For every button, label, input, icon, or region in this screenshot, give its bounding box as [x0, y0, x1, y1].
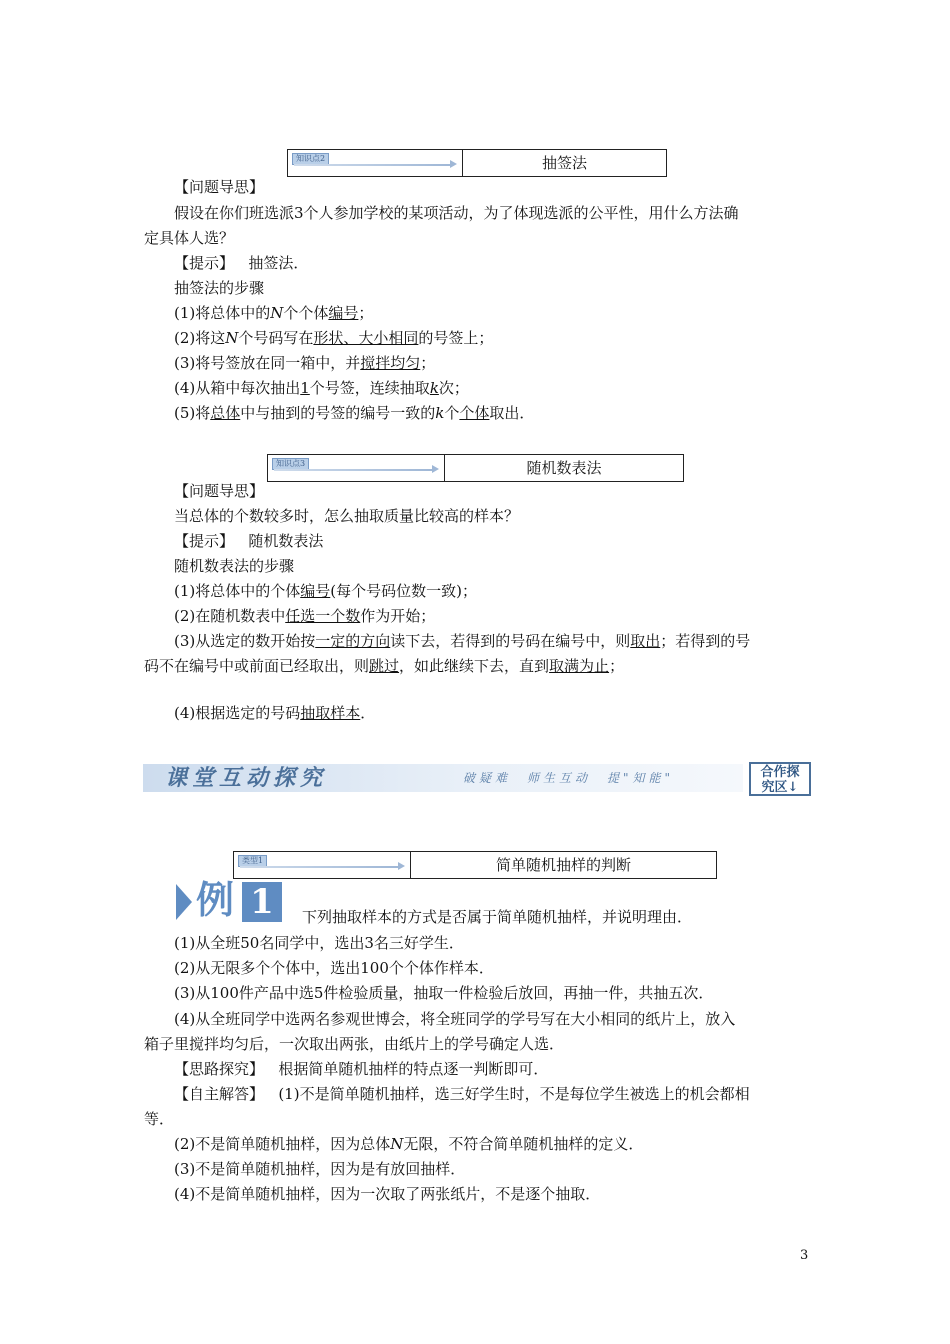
section-header-tag-area — [234, 852, 411, 878]
section-header-judgement — [233, 851, 717, 879]
section-title: 抽签法 — [541, 154, 587, 172]
knowledge-point-tag: 知识点2 — [292, 153, 329, 165]
step-text: (5)将 — [174, 404, 211, 422]
step-text: 个个体 — [283, 304, 329, 322]
step-text: (每个号码位数一致)； — [330, 582, 477, 600]
section-header-tag-area — [288, 150, 463, 176]
step-blank: k — [429, 379, 439, 397]
step-text: 取出． — [489, 404, 535, 422]
step-var: N — [225, 329, 239, 347]
step-text: ． — [360, 704, 376, 722]
step-text: 个号码写在 — [238, 329, 314, 347]
answer-line1 — [174, 1083, 750, 1105]
question-text-line2: 定具体人选？ — [144, 229, 235, 247]
steps-title: 随机数表法的步骤 — [174, 557, 295, 575]
example-badge — [176, 877, 288, 924]
triangle-marker-icon — [176, 884, 192, 920]
problem-4-line1: (4)从全班同学中选两名参观世博会，将全班同学的学号写在大小相同的纸片上，放入 — [174, 1010, 736, 1028]
step-var: N — [270, 304, 284, 322]
section-header-random-table — [267, 454, 684, 482]
step-3-line1 — [174, 630, 750, 652]
step-text: ； — [358, 304, 374, 322]
step-text: 个 — [444, 404, 460, 422]
question-text-line1: 假设在你们班选派3个人参加学校的某项活动，为了体现选派的公平性，用什么方法确 — [174, 204, 739, 222]
answer-line1-cont: 等． — [144, 1110, 175, 1128]
arrow-line-icon — [240, 866, 400, 868]
step-2 — [174, 327, 493, 349]
step-text: (3)从选定的数开始按 — [174, 632, 316, 650]
hint-label: 【提示】 — [174, 254, 235, 272]
banner-subtitle: 破疑难 师生互动 提"知能" — [463, 771, 675, 785]
banner-side-line2: 究区↓ — [761, 780, 799, 795]
answer-label: 【自主解答】 — [174, 1085, 265, 1103]
section-title: 简单随机抽样的判断 — [495, 856, 631, 874]
step-text: (1)将总体中的 — [174, 304, 271, 322]
section-header-lottery — [287, 149, 667, 177]
answer-text: 无限，不符合简单随机抽样的定义． — [403, 1135, 644, 1153]
arrow-line-icon — [294, 164, 452, 166]
step-text: ，如此继续下去，直到 — [399, 657, 550, 675]
answer-2 — [174, 1133, 643, 1155]
problem-3: (3)从100件产品中选5件检验质量，抽取一件检验后放回，再抽一件，共抽五次． — [174, 984, 714, 1002]
step-text: ； — [609, 657, 625, 675]
step-1 — [174, 580, 477, 602]
step-text: 中与抽到的号签的编号一致的 — [240, 404, 436, 422]
step-blank: 取出 — [630, 632, 661, 650]
answer-var: N — [390, 1135, 404, 1153]
step-text: 个号签，连续抽取 — [309, 379, 430, 397]
step-blank: 搅拌均匀 — [360, 354, 421, 372]
question-label: 【问题导思】 — [174, 482, 265, 500]
type-tag: 类型1 — [238, 855, 267, 867]
step-text: (4)根据选定的号码 — [174, 704, 301, 722]
hint-line — [174, 530, 323, 552]
arrow-head-icon — [450, 160, 457, 168]
step-blank: 取满为止 — [549, 657, 610, 675]
step-1 — [174, 302, 373, 324]
step-blank: 一定的方向 — [315, 632, 391, 650]
step-blank: 任选一个数 — [285, 607, 361, 625]
step-var: k — [435, 404, 445, 422]
step-blank: 1 — [300, 379, 310, 397]
think-label: 【思路探究】 — [174, 1060, 265, 1078]
step-text: 读下去，若得到的号码在编号中，则 — [390, 632, 631, 650]
arrow-head-icon — [398, 862, 405, 870]
question-text: 当总体的个数较多时，怎么抽取质量比较高的样本？ — [174, 507, 520, 525]
step-text: (3)将号签放在同一箱中，并 — [174, 354, 361, 372]
step-5 — [174, 402, 534, 424]
answer-text: (1)不是简单随机抽样，选三好学生时，不是每位学生被选上的机会都相 — [278, 1085, 750, 1103]
steps-title: 抽签法的步骤 — [174, 279, 265, 297]
answer-text: (2)不是简单随机抽样，因为总体 — [174, 1135, 391, 1153]
arrow-line-icon — [274, 469, 434, 471]
step-blank: 抽取样本 — [300, 704, 361, 722]
banner-title: 课堂互动探究 — [165, 765, 328, 791]
answer-4: (4)不是简单随机抽样，因为一次取了两张纸片，不是逐个抽取． — [174, 1185, 601, 1203]
problem-4-line2: 箱子里搅拌均匀后，一次取出两张，由纸片上的学号确定人选． — [144, 1035, 565, 1053]
answer-3: (3)不是简单随机抽样，因为是有放回抽样． — [174, 1160, 466, 1178]
section-title: 随机数表法 — [526, 459, 602, 477]
step-4 — [174, 702, 375, 724]
hint-text: 抽签法． — [248, 254, 309, 272]
question-label: 【问题导思】 — [174, 178, 265, 196]
step-text: (1)将总体中的个体 — [174, 582, 301, 600]
problem-2: (2)从无限多个个体中，选出100个个体作样本． — [174, 959, 494, 977]
step-text: 码不在编号中或前面已经取出，则 — [144, 657, 370, 675]
arrow-head-icon — [432, 465, 439, 473]
step-3-line2 — [144, 655, 624, 677]
step-blank: 形状、大小相同 — [313, 329, 419, 347]
banner-side-badge — [749, 762, 811, 796]
step-blank: 个体 — [459, 404, 490, 422]
example-number: 1 — [242, 882, 282, 922]
think-line — [174, 1058, 548, 1080]
step-3 — [174, 352, 435, 374]
step-text: 的号签上； — [418, 329, 494, 347]
step-text: (4)从箱中每次抽出 — [174, 379, 301, 397]
hint-text: 随机数表法 — [248, 532, 324, 550]
step-blank: 跳过 — [369, 657, 400, 675]
classroom-banner — [143, 760, 813, 798]
step-4 — [174, 377, 469, 399]
step-text: 作为开始； — [360, 607, 436, 625]
step-2 — [174, 605, 435, 627]
hint-line — [174, 252, 308, 274]
hint-label: 【提示】 — [174, 532, 235, 550]
step-text: ； — [420, 354, 436, 372]
example-char: 例 — [196, 877, 235, 922]
page-number: 3 — [800, 1248, 809, 1263]
step-text: (2)将这 — [174, 329, 226, 347]
step-blank: 总体 — [210, 404, 241, 422]
example-intro: 下列抽取样本的方式是否属于简单随机抽样，并说明理由． — [302, 908, 693, 926]
step-blank: 编号 — [300, 582, 331, 600]
think-text: 根据简单随机抽样的特点逐一判断即可． — [278, 1060, 549, 1078]
step-text: (2)在随机数表中 — [174, 607, 286, 625]
banner-side-line1: 合作探 — [760, 765, 800, 780]
section-header-tag-area — [268, 455, 445, 481]
problem-1: (1)从全班50名同学中，选出3名三好学生． — [174, 934, 464, 952]
step-text: ；若得到的号 — [660, 632, 751, 650]
step-blank: 编号 — [328, 304, 359, 322]
knowledge-point-tag: 知识点3 — [272, 458, 309, 470]
step-text: 次； — [438, 379, 469, 397]
